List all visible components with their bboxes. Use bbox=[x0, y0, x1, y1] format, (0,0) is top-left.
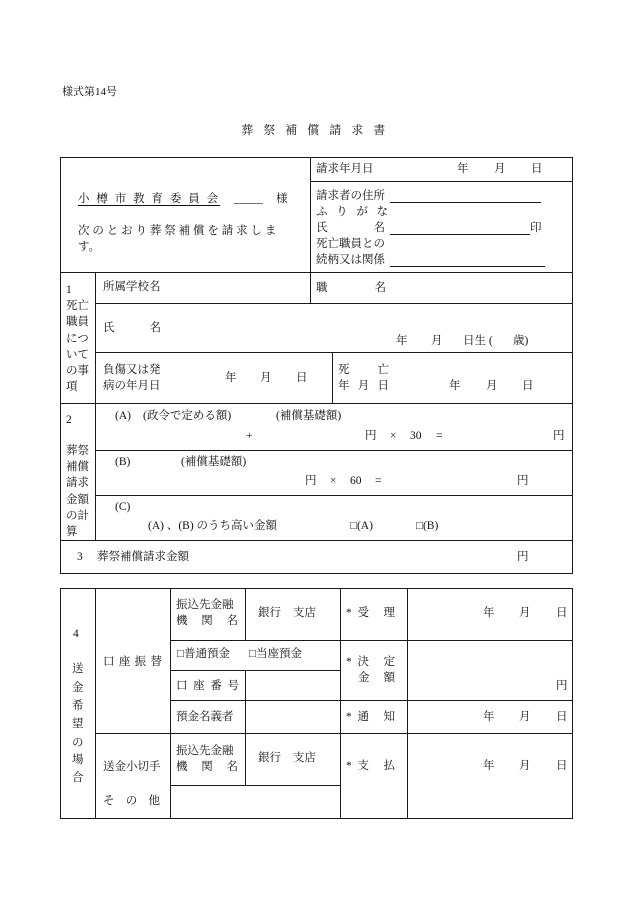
row-c-text: (A) 、(B) のうち高い金額 bbox=[148, 520, 278, 532]
ordinary-deposit-checkbox: □普通預金 bbox=[177, 648, 230, 660]
decided-amount-label-line-2: 金 額 bbox=[358, 672, 395, 684]
grid-line bbox=[95, 450, 572, 451]
section-1-label: いて bbox=[66, 349, 89, 361]
addressee-blank: _____ bbox=[234, 193, 263, 205]
other-label: そ の 他 bbox=[103, 795, 160, 807]
injury-year-unit: 年 bbox=[225, 372, 237, 384]
section-4-label: 希 bbox=[72, 700, 84, 712]
row-c-option-b-checkbox: □(B) bbox=[416, 520, 439, 532]
section-4-label: の bbox=[72, 737, 84, 749]
death-date-label-line-1: 死 亡 bbox=[338, 364, 389, 376]
section-1-label: 項 bbox=[66, 381, 78, 393]
remittance-check-label: 送金小切手 bbox=[103, 761, 161, 773]
seal-mark: 印 bbox=[530, 222, 542, 234]
paid-month-unit: 月 bbox=[519, 760, 531, 772]
relation-line bbox=[390, 266, 545, 267]
grid-line bbox=[245, 588, 246, 640]
bank-suffix: 銀行 bbox=[258, 607, 281, 619]
row-b-base-yen-unit: 円 bbox=[305, 475, 317, 487]
section-4-label: 送 bbox=[72, 663, 84, 675]
row-b-base-amount-label: (補償基礎額) bbox=[181, 456, 247, 468]
furigana-label: ふ り が な bbox=[316, 206, 388, 218]
section-2-label: 請求 bbox=[66, 477, 89, 489]
section-4-label: 金 bbox=[72, 682, 84, 694]
death-date-label-line-2: 年 月 日 bbox=[338, 380, 389, 392]
row-a-legal-amount-label: (政令で定める額) bbox=[143, 410, 232, 422]
injury-date-label-line-2: 病の年月日 bbox=[103, 380, 161, 392]
section-4-label: 合 bbox=[72, 772, 84, 784]
grid-line bbox=[95, 733, 572, 734]
grid-line bbox=[310, 157, 311, 272]
bank-name-label-line-2: 機 関 名 bbox=[176, 615, 238, 627]
section-2-label: 葬祭 bbox=[66, 445, 89, 457]
claimant-address-label: 請求者の住所 bbox=[316, 190, 385, 202]
birth-year-unit: 年 bbox=[396, 335, 408, 347]
grid-line bbox=[340, 588, 341, 818]
section-4-label: 望 bbox=[72, 718, 84, 730]
row-a-marker: (A) bbox=[115, 410, 131, 422]
section-2-label: 補償 bbox=[66, 461, 89, 473]
notified-month-unit: 月 bbox=[519, 711, 531, 723]
section-2-label: 金額 bbox=[66, 494, 89, 506]
row-a-equals-sign: = bbox=[436, 430, 443, 442]
grid-line bbox=[170, 670, 340, 671]
death-day-unit: 日 bbox=[522, 380, 534, 392]
paid-year-unit: 年 bbox=[483, 760, 495, 772]
paid-day-unit: 日 bbox=[556, 760, 568, 772]
section-4-label: 場 bbox=[72, 754, 84, 766]
decided-amount-yen-unit: 円 bbox=[556, 680, 568, 692]
job-title-label: 職 名 bbox=[316, 282, 386, 294]
row-c-option-a-checkbox: □(A) bbox=[350, 520, 373, 532]
school-name-label: 所属学校名 bbox=[103, 281, 161, 293]
bank-name-label-line-1: 振込先金融 bbox=[176, 599, 234, 611]
claimant-name-line bbox=[390, 234, 530, 235]
received-label: *受 理 bbox=[346, 607, 395, 619]
section-4-number: 4 bbox=[73, 628, 79, 640]
row-c-marker: (C) bbox=[115, 501, 131, 513]
row-b-total-yen-unit: 円 bbox=[517, 475, 529, 487]
death-month-unit: 月 bbox=[486, 380, 498, 392]
section-2-label: の計 bbox=[66, 510, 89, 522]
row-a-base-amount-label: (補償基礎額) bbox=[276, 410, 342, 422]
injury-day-unit: 日 bbox=[296, 372, 308, 384]
grid-line bbox=[60, 403, 573, 404]
relation-label-line-2: 続柄又は関係 bbox=[316, 254, 385, 266]
notified-label: *通 知 bbox=[346, 711, 395, 723]
request-text-line-2: す。 bbox=[78, 241, 101, 253]
birth-month-unit: 月 bbox=[431, 335, 443, 347]
section-2-number: 2 bbox=[66, 414, 72, 426]
grid-line bbox=[310, 272, 311, 303]
paid-label: *支 払 bbox=[346, 760, 395, 772]
section-1-label: の事 bbox=[66, 365, 89, 377]
claim-date-month-unit: 月 bbox=[494, 163, 506, 175]
grid-line bbox=[332, 352, 333, 403]
account-number-label: 口 座 番 号 bbox=[176, 680, 239, 692]
section-3-number: 3 bbox=[77, 551, 83, 563]
deceased-name-label: 氏 名 bbox=[103, 322, 161, 334]
addressee: 小 樽 市 教 育 委 員 会 bbox=[78, 193, 221, 205]
row-b-equals-sign: = bbox=[375, 475, 382, 487]
injury-month-unit: 月 bbox=[260, 372, 272, 384]
death-year-unit: 年 bbox=[449, 380, 461, 392]
check-bank-name-label-line-1: 振込先金融 bbox=[176, 745, 234, 757]
injury-date-label-line-1: 負傷又は発 bbox=[103, 364, 161, 376]
row-b-multiplier: 60 bbox=[350, 475, 362, 487]
check-bank-name-label-line-2: 機 関 名 bbox=[176, 761, 238, 773]
grid-line bbox=[310, 181, 572, 182]
grid-line bbox=[95, 272, 96, 540]
notified-year-unit: 年 bbox=[483, 711, 495, 723]
section-2-label: 算 bbox=[66, 526, 78, 538]
grid-line bbox=[407, 588, 408, 818]
account-holder-label: 預金名義者 bbox=[176, 711, 234, 723]
grid-line bbox=[95, 303, 572, 304]
grid-line bbox=[95, 495, 572, 496]
grid-line bbox=[95, 352, 572, 353]
row-a-multiplier: 30 bbox=[410, 430, 422, 442]
row-a-times-sign: × bbox=[390, 430, 397, 442]
section-1-label: 職員 bbox=[66, 316, 89, 328]
section-1-label: につ bbox=[66, 333, 89, 345]
check-bank-suffix: 銀行 bbox=[258, 752, 281, 764]
claim-date-label: 請求年月日 bbox=[316, 163, 374, 175]
row-b-times-sign: × bbox=[330, 475, 337, 487]
grid-line bbox=[170, 640, 572, 641]
section-3-label: 葬祭補償請求金額 bbox=[97, 551, 189, 563]
account-transfer-label: 口 座 振 替 bbox=[103, 656, 162, 668]
claim-date-year-unit: 年 bbox=[457, 163, 469, 175]
row-b-marker: (B) bbox=[115, 456, 131, 468]
form-title: 葬 祭 補 償 請 求 書 bbox=[241, 123, 389, 137]
grid-line bbox=[60, 540, 573, 541]
row-a-base-yen-unit: 円 bbox=[365, 430, 377, 442]
received-year-unit: 年 bbox=[483, 607, 495, 619]
form-number: 様式第14号 bbox=[62, 86, 117, 98]
branch-suffix: 支店 bbox=[293, 607, 316, 619]
grid-line bbox=[60, 272, 573, 273]
claim-date-day-unit: 日 bbox=[531, 163, 543, 175]
section-3-yen-unit: 円 bbox=[517, 551, 529, 563]
grid-line bbox=[170, 785, 340, 786]
row-a-plus-sign: + bbox=[246, 430, 253, 442]
decided-amount-label-line-1: *決 定 bbox=[346, 656, 395, 668]
section-1-number: 1 bbox=[66, 284, 72, 296]
grid-line bbox=[245, 670, 246, 785]
notified-day-unit: 日 bbox=[556, 711, 568, 723]
request-text-line-1: 次 の と お り 葬 祭 補 償 を 請 求 し ま bbox=[78, 225, 277, 237]
claimant-name-label: 氏 名 bbox=[316, 222, 385, 234]
age-unit: 歳) bbox=[513, 335, 529, 347]
claimant-address-line bbox=[390, 202, 541, 203]
current-deposit-checkbox: □当座預金 bbox=[249, 648, 302, 660]
section-1-label: 死亡 bbox=[66, 300, 89, 312]
birth-day-unit: 日生 ( bbox=[463, 335, 493, 347]
grid-line bbox=[170, 700, 572, 701]
relation-label-line-1: 死亡職員との bbox=[316, 238, 385, 250]
addressee-honorific: 様 bbox=[276, 193, 288, 205]
grid-line bbox=[170, 588, 171, 818]
check-branch-suffix: 支店 bbox=[293, 752, 316, 764]
received-day-unit: 日 bbox=[556, 607, 568, 619]
grid-line bbox=[95, 588, 96, 818]
received-month-unit: 月 bbox=[519, 607, 531, 619]
row-a-total-yen-unit: 円 bbox=[553, 430, 565, 442]
